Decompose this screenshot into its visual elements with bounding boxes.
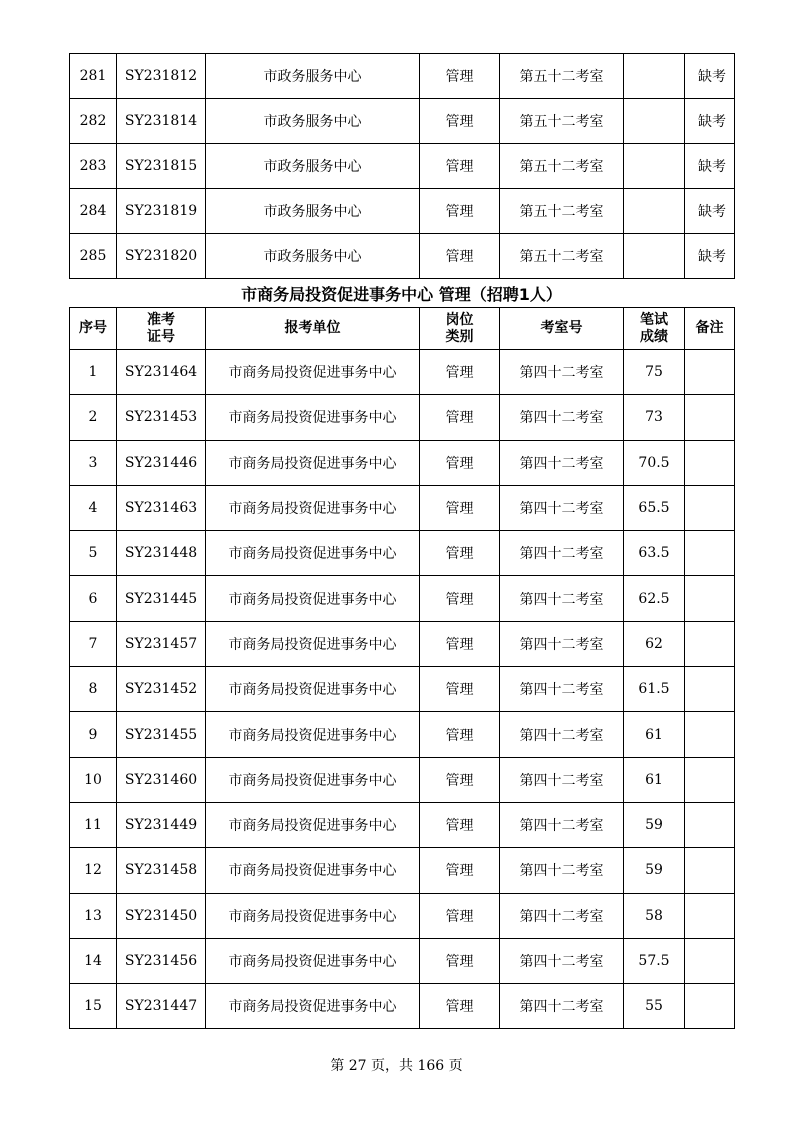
cell-remark: 缺考 — [685, 99, 735, 144]
cell-room: 第四十二考室 — [500, 350, 624, 395]
cell-score — [624, 99, 685, 144]
cell-unit: 市商务局投资促进事务中心 — [206, 984, 420, 1029]
cell-no: 282 — [70, 99, 117, 144]
cell-unit: 市政务服务中心 — [206, 99, 420, 144]
cell-unit: 市商务局投资促进事务中心 — [206, 576, 420, 621]
cell-remark — [685, 712, 735, 757]
cell-ticket: SY231452 — [117, 667, 206, 712]
cell-category: 管理 — [420, 99, 500, 144]
cell-remark — [685, 395, 735, 440]
cell-category: 管理 — [420, 848, 500, 893]
cell-remark — [685, 802, 735, 847]
cell-category: 管理 — [420, 440, 500, 485]
cell-no: 10 — [70, 757, 117, 802]
cell-score: 58 — [624, 893, 685, 938]
cell-no: 5 — [70, 531, 117, 576]
header-unit: 报考单位 — [206, 308, 420, 350]
cell-remark — [685, 621, 735, 666]
cell-ticket: SY231445 — [117, 576, 206, 621]
cell-unit: 市商务局投资促进事务中心 — [206, 350, 420, 395]
cell-category: 管理 — [420, 395, 500, 440]
cell-ticket: SY231812 — [117, 54, 206, 99]
cell-ticket: SY231446 — [117, 440, 206, 485]
cell-score: 61 — [624, 712, 685, 757]
table-row — [70, 576, 735, 621]
cell-category: 管理 — [420, 234, 500, 279]
cell-ticket: SY231464 — [117, 350, 206, 395]
cell-unit: 市商务局投资促进事务中心 — [206, 621, 420, 666]
cell-ticket: SY231456 — [117, 938, 206, 983]
header-category-line1: 岗位 — [445, 311, 474, 328]
header-room: 考室号 — [500, 308, 624, 350]
cell-room: 第五十二考室 — [500, 54, 624, 99]
cell-score: 57.5 — [624, 938, 685, 983]
cell-no: 9 — [70, 712, 117, 757]
cell-remark — [685, 485, 735, 530]
table-header-row — [70, 308, 735, 350]
table-row — [70, 984, 735, 1029]
cell-score: 62 — [624, 621, 685, 666]
cell-no: 281 — [70, 54, 117, 99]
cell-no: 2 — [70, 395, 117, 440]
cell-category: 管理 — [420, 757, 500, 802]
cell-category: 管理 — [420, 485, 500, 530]
header-no: 序号 — [70, 308, 117, 350]
table-row — [70, 712, 735, 757]
header-remark: 备注 — [685, 308, 735, 350]
cell-score: 55 — [624, 984, 685, 1029]
table-row — [70, 144, 735, 189]
cell-room: 第五十二考室 — [500, 99, 624, 144]
cell-category: 管理 — [420, 144, 500, 189]
cell-category: 管理 — [420, 802, 500, 847]
cell-remark: 缺考 — [685, 54, 735, 99]
cell-room: 第四十二考室 — [500, 485, 624, 530]
cell-room: 第四十二考室 — [500, 531, 624, 576]
cell-score: 59 — [624, 848, 685, 893]
cell-unit: 市商务局投资促进事务中心 — [206, 440, 420, 485]
cell-score — [624, 54, 685, 99]
header-ticket — [117, 308, 206, 350]
cell-no: 8 — [70, 667, 117, 712]
cell-room: 第四十二考室 — [500, 848, 624, 893]
cell-unit: 市商务局投资促进事务中心 — [206, 667, 420, 712]
cell-unit: 市商务局投资促进事务中心 — [206, 531, 420, 576]
cell-score: 62.5 — [624, 576, 685, 621]
table-row — [70, 440, 735, 485]
cell-ticket: SY231814 — [117, 99, 206, 144]
cell-ticket: SY231455 — [117, 712, 206, 757]
cell-category: 管理 — [420, 712, 500, 757]
cell-room: 第四十二考室 — [500, 621, 624, 666]
cell-room: 第四十二考室 — [500, 893, 624, 938]
cell-remark: 缺考 — [685, 234, 735, 279]
table-row — [70, 938, 735, 983]
cell-ticket: SY231820 — [117, 234, 206, 279]
cell-no: 284 — [70, 189, 117, 234]
table-row — [70, 485, 735, 530]
cell-remark — [685, 757, 735, 802]
cell-room: 第四十二考室 — [500, 576, 624, 621]
cell-remark — [685, 576, 735, 621]
table-row — [70, 757, 735, 802]
cell-no: 4 — [70, 485, 117, 530]
header-category-line2: 类别 — [445, 328, 474, 345]
cell-remark — [685, 667, 735, 712]
header-score — [624, 308, 685, 350]
cell-remark — [685, 848, 735, 893]
cell-no: 14 — [70, 938, 117, 983]
cell-category: 管理 — [420, 938, 500, 983]
cell-unit: 市政务服务中心 — [206, 54, 420, 99]
cell-score — [624, 189, 685, 234]
cell-room: 第五十二考室 — [500, 144, 624, 189]
cell-no: 15 — [70, 984, 117, 1029]
cell-room: 第五十二考室 — [500, 234, 624, 279]
cell-remark — [685, 893, 735, 938]
table-row — [70, 848, 735, 893]
cell-unit: 市政务服务中心 — [206, 189, 420, 234]
cell-unit: 市商务局投资促进事务中心 — [206, 938, 420, 983]
table-row — [70, 893, 735, 938]
cell-unit: 市商务局投资促进事务中心 — [206, 712, 420, 757]
cell-ticket: SY231447 — [117, 984, 206, 1029]
cell-unit: 市商务局投资促进事务中心 — [206, 395, 420, 440]
cell-room: 第五十二考室 — [500, 189, 624, 234]
cell-unit: 市商务局投资促进事务中心 — [206, 757, 420, 802]
cell-score: 75 — [624, 350, 685, 395]
cell-ticket: SY231460 — [117, 757, 206, 802]
cell-score: 59 — [624, 802, 685, 847]
table-row — [70, 395, 735, 440]
cell-unit: 市商务局投资促进事务中心 — [206, 802, 420, 847]
cell-ticket: SY231458 — [117, 848, 206, 893]
cell-no: 13 — [70, 893, 117, 938]
section-title: 市商务局投资促进事务中心 管理（招聘1人） — [241, 285, 562, 304]
cell-no: 1 — [70, 350, 117, 395]
scores-table — [69, 307, 735, 1029]
cell-category: 管理 — [420, 621, 500, 666]
cell-remark — [685, 350, 735, 395]
page-footer: 第 27 页，共 166 页 — [330, 1058, 463, 1074]
table-row — [70, 54, 735, 99]
header-ticket-line2: 证号 — [147, 328, 175, 345]
cell-ticket: SY231457 — [117, 621, 206, 666]
table-row — [70, 234, 735, 279]
table-row — [70, 802, 735, 847]
cell-score — [624, 234, 685, 279]
cell-unit: 市商务局投资促进事务中心 — [206, 485, 420, 530]
cell-no: 11 — [70, 802, 117, 847]
cell-room: 第四十二考室 — [500, 440, 624, 485]
cell-category: 管理 — [420, 576, 500, 621]
absent-candidates-table — [69, 53, 735, 279]
cell-ticket: SY231449 — [117, 802, 206, 847]
cell-remark — [685, 531, 735, 576]
cell-category: 管理 — [420, 350, 500, 395]
cell-ticket: SY231453 — [117, 395, 206, 440]
table-row — [70, 350, 735, 395]
cell-room: 第四十二考室 — [500, 395, 624, 440]
cell-unit: 市政务服务中心 — [206, 234, 420, 279]
header-score-line1: 笔试 — [640, 311, 668, 328]
cell-ticket: SY231819 — [117, 189, 206, 234]
cell-remark — [685, 440, 735, 485]
cell-no: 3 — [70, 440, 117, 485]
table-row — [70, 667, 735, 712]
cell-room: 第四十二考室 — [500, 712, 624, 757]
absent-candidates-body — [70, 54, 735, 279]
cell-score: 73 — [624, 395, 685, 440]
cell-score: 70.5 — [624, 440, 685, 485]
cell-unit: 市商务局投资促进事务中心 — [206, 848, 420, 893]
cell-category: 管理 — [420, 531, 500, 576]
cell-category: 管理 — [420, 984, 500, 1029]
cell-remark — [685, 938, 735, 983]
table-row — [70, 99, 735, 144]
cell-remark: 缺考 — [685, 189, 735, 234]
table-row — [70, 189, 735, 234]
cell-score — [624, 144, 685, 189]
header-score-line2: 成绩 — [640, 328, 668, 345]
cell-no: 285 — [70, 234, 117, 279]
cell-unit: 市政务服务中心 — [206, 144, 420, 189]
cell-category: 管理 — [420, 189, 500, 234]
cell-room: 第四十二考室 — [500, 984, 624, 1029]
cell-category: 管理 — [420, 54, 500, 99]
cell-category: 管理 — [420, 893, 500, 938]
cell-ticket: SY231815 — [117, 144, 206, 189]
cell-room: 第四十二考室 — [500, 938, 624, 983]
table-row — [70, 621, 735, 666]
header-ticket-line1: 准考 — [147, 311, 175, 328]
cell-ticket: SY231448 — [117, 531, 206, 576]
cell-unit: 市商务局投资促进事务中心 — [206, 893, 420, 938]
cell-score: 61 — [624, 757, 685, 802]
cell-score: 61.5 — [624, 667, 685, 712]
cell-category: 管理 — [420, 667, 500, 712]
cell-no: 7 — [70, 621, 117, 666]
cell-no: 6 — [70, 576, 117, 621]
cell-remark: 缺考 — [685, 144, 735, 189]
cell-no: 283 — [70, 144, 117, 189]
cell-ticket: SY231463 — [117, 485, 206, 530]
cell-room: 第四十二考室 — [500, 667, 624, 712]
cell-score: 63.5 — [624, 531, 685, 576]
header-category — [420, 308, 500, 350]
scores-body — [70, 350, 735, 1029]
cell-room: 第四十二考室 — [500, 757, 624, 802]
cell-ticket: SY231450 — [117, 893, 206, 938]
cell-remark — [685, 984, 735, 1029]
cell-score: 65.5 — [624, 485, 685, 530]
table-row — [70, 531, 735, 576]
cell-no: 12 — [70, 848, 117, 893]
cell-room: 第四十二考室 — [500, 802, 624, 847]
